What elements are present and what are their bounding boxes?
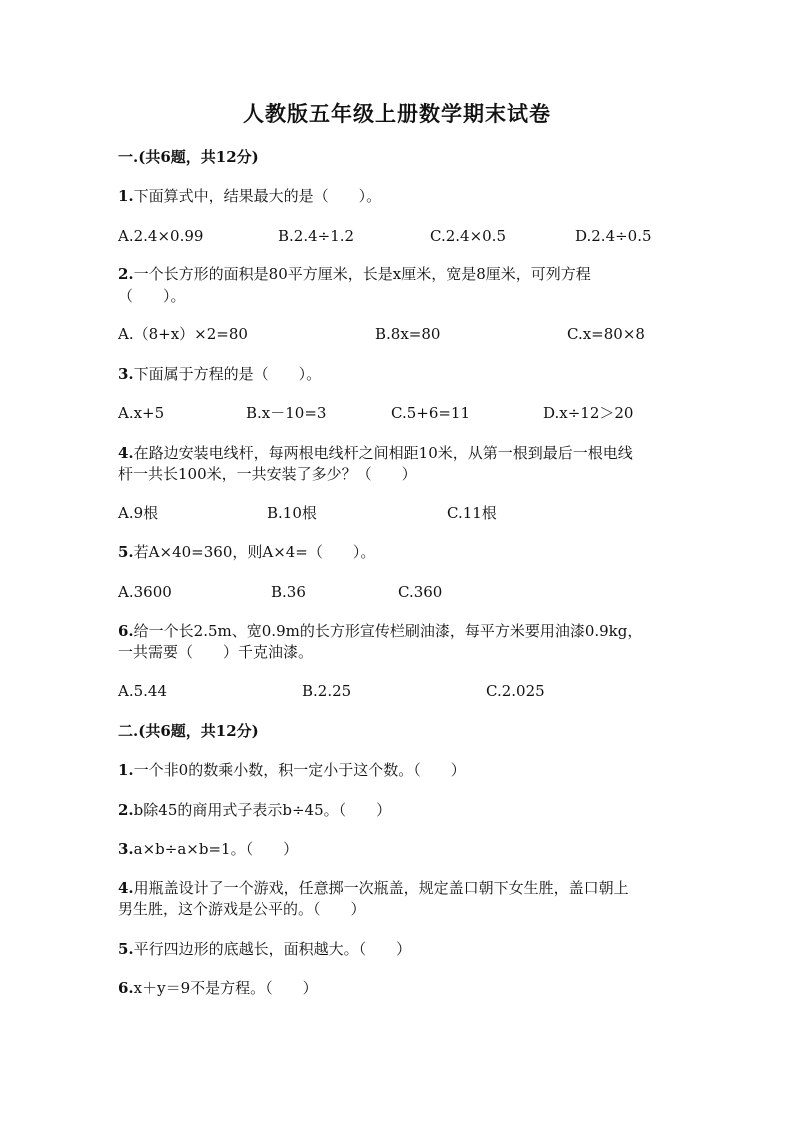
s2-q5 bbox=[118, 938, 678, 960]
s1-q6-stem bbox=[118, 620, 678, 642]
s1-q3-option-d[interactable]: D.x÷12＞20 bbox=[543, 404, 634, 422]
s1-q5-stem bbox=[118, 541, 678, 563]
s1-q4-stem-cont: 杆一共长100米，一共安装了多少？（ ） bbox=[118, 465, 417, 483]
s1-q1-option-a[interactable]: A.2.4×0.99 bbox=[118, 227, 204, 245]
s1-q6-stem-cont: 一共需要（ ）千克油漆。 bbox=[118, 643, 314, 661]
s1-q1-stem bbox=[118, 185, 678, 207]
s1-q5-option-a[interactable]: A.3600 bbox=[118, 583, 172, 601]
s1-q6-option-c[interactable]: C.2.025 bbox=[486, 682, 545, 700]
s2-q2 bbox=[118, 799, 678, 821]
s2-q2-text: b除45的商用式子表示b÷45。（ ） bbox=[133, 801, 392, 819]
s2-q6 bbox=[118, 977, 678, 999]
s1-q3-option-b[interactable]: B.x－10=3 bbox=[246, 404, 327, 422]
s1-q4-text: 在路边安装电线杆，每两根电线杆之间相距10米，从第一根到最后一根电线 bbox=[133, 444, 633, 462]
s1-q5-text: 若A×40=360，则A×4=（ ）。 bbox=[133, 543, 376, 561]
s1-q4-option-c[interactable]: C.11根 bbox=[447, 504, 497, 522]
s1-q1-text: 下面算式中，结果最大的是（ ）。 bbox=[133, 187, 382, 205]
section-1-heading: 一.(共6题，共12分) bbox=[118, 148, 259, 166]
s1-q2-option-a[interactable]: A.（8+x）×2=80 bbox=[118, 325, 248, 343]
s1-q3-stem bbox=[118, 363, 678, 385]
s1-q4-option-a[interactable]: A.9根 bbox=[118, 504, 159, 522]
s2-q1 bbox=[118, 759, 678, 781]
s1-q3-text: 下面属于方程的是（ ）。 bbox=[133, 365, 322, 383]
s2-q6-number: 6. bbox=[118, 979, 134, 997]
s2-q2-number: 2. bbox=[118, 801, 134, 819]
s2-q4-cont: 男生胜，这个游戏是公平的。（ ） bbox=[118, 900, 366, 918]
s1-q3-option-a[interactable]: A.x+5 bbox=[118, 404, 165, 422]
s1-q3-number: 3. bbox=[118, 365, 134, 383]
s2-q5-number: 5. bbox=[118, 940, 134, 958]
s1-q1-option-d[interactable]: D.2.4÷0.5 bbox=[575, 227, 652, 245]
s2-q5-text: 平行四边形的底越长，面积越大。（ ） bbox=[133, 940, 412, 958]
s1-q2-option-c[interactable]: C.x=80×8 bbox=[567, 325, 645, 343]
s1-q2-stem-cont: （ ）。 bbox=[118, 287, 186, 305]
s2-q4-number: 4. bbox=[118, 879, 134, 897]
s1-q5-option-c[interactable]: C.360 bbox=[398, 583, 443, 601]
s2-q4-text: 用瓶盖设计了一个游戏，任意掷一次瓶盖，规定盖口朝下女生胜，盖口朝上 bbox=[133, 879, 629, 897]
s1-q3-option-c[interactable]: C.5+6=11 bbox=[391, 404, 471, 422]
s1-q1-option-c[interactable]: C.2.4×0.5 bbox=[430, 227, 506, 245]
s1-q4-stem bbox=[118, 442, 678, 464]
s1-q1-option-b[interactable]: B.2.4÷1.2 bbox=[278, 227, 355, 245]
s2-q1-text: 一个非0的数乘小数，积一定小于这个数。（ ） bbox=[133, 761, 466, 779]
s2-q3 bbox=[118, 838, 678, 860]
section-2-heading: 二.(共6题，共12分) bbox=[118, 722, 259, 740]
s2-q3-number: 3. bbox=[118, 840, 134, 858]
s1-q4-option-b[interactable]: B.10根 bbox=[267, 504, 317, 522]
s1-q5-option-b[interactable]: B.36 bbox=[271, 583, 306, 601]
s1-q4-number: 4. bbox=[118, 444, 134, 462]
s1-q2-stem bbox=[118, 263, 678, 285]
s1-q2-option-b[interactable]: B.8x=80 bbox=[375, 325, 441, 343]
s1-q1-number: 1. bbox=[118, 187, 134, 205]
s1-q6-text: 给一个长2.5m、宽0.9m的长方形宣传栏刷油漆，每平方米要用油漆0.9kg， bbox=[133, 622, 643, 640]
s2-q1-number: 1. bbox=[118, 761, 134, 779]
s1-q5-number: 5. bbox=[118, 543, 134, 561]
s1-q2-number: 2. bbox=[118, 265, 134, 283]
s1-q6-option-b[interactable]: B.2.25 bbox=[302, 682, 352, 700]
s2-q4 bbox=[118, 877, 678, 899]
s2-q6-text: x＋y＝9不是方程。（ ） bbox=[133, 979, 318, 997]
s1-q6-number: 6. bbox=[118, 622, 134, 640]
s1-q2-text: 一个长方形的面积是80平方厘米，长是x厘米，宽是8厘米，可列方程 bbox=[133, 265, 591, 283]
page-title: 人教版五年级上册数学期末试卷 bbox=[243, 101, 551, 126]
s1-q6-option-a[interactable]: A.5.44 bbox=[118, 682, 167, 700]
s2-q3-text: a×b÷a×b=1。（ ） bbox=[133, 840, 299, 858]
